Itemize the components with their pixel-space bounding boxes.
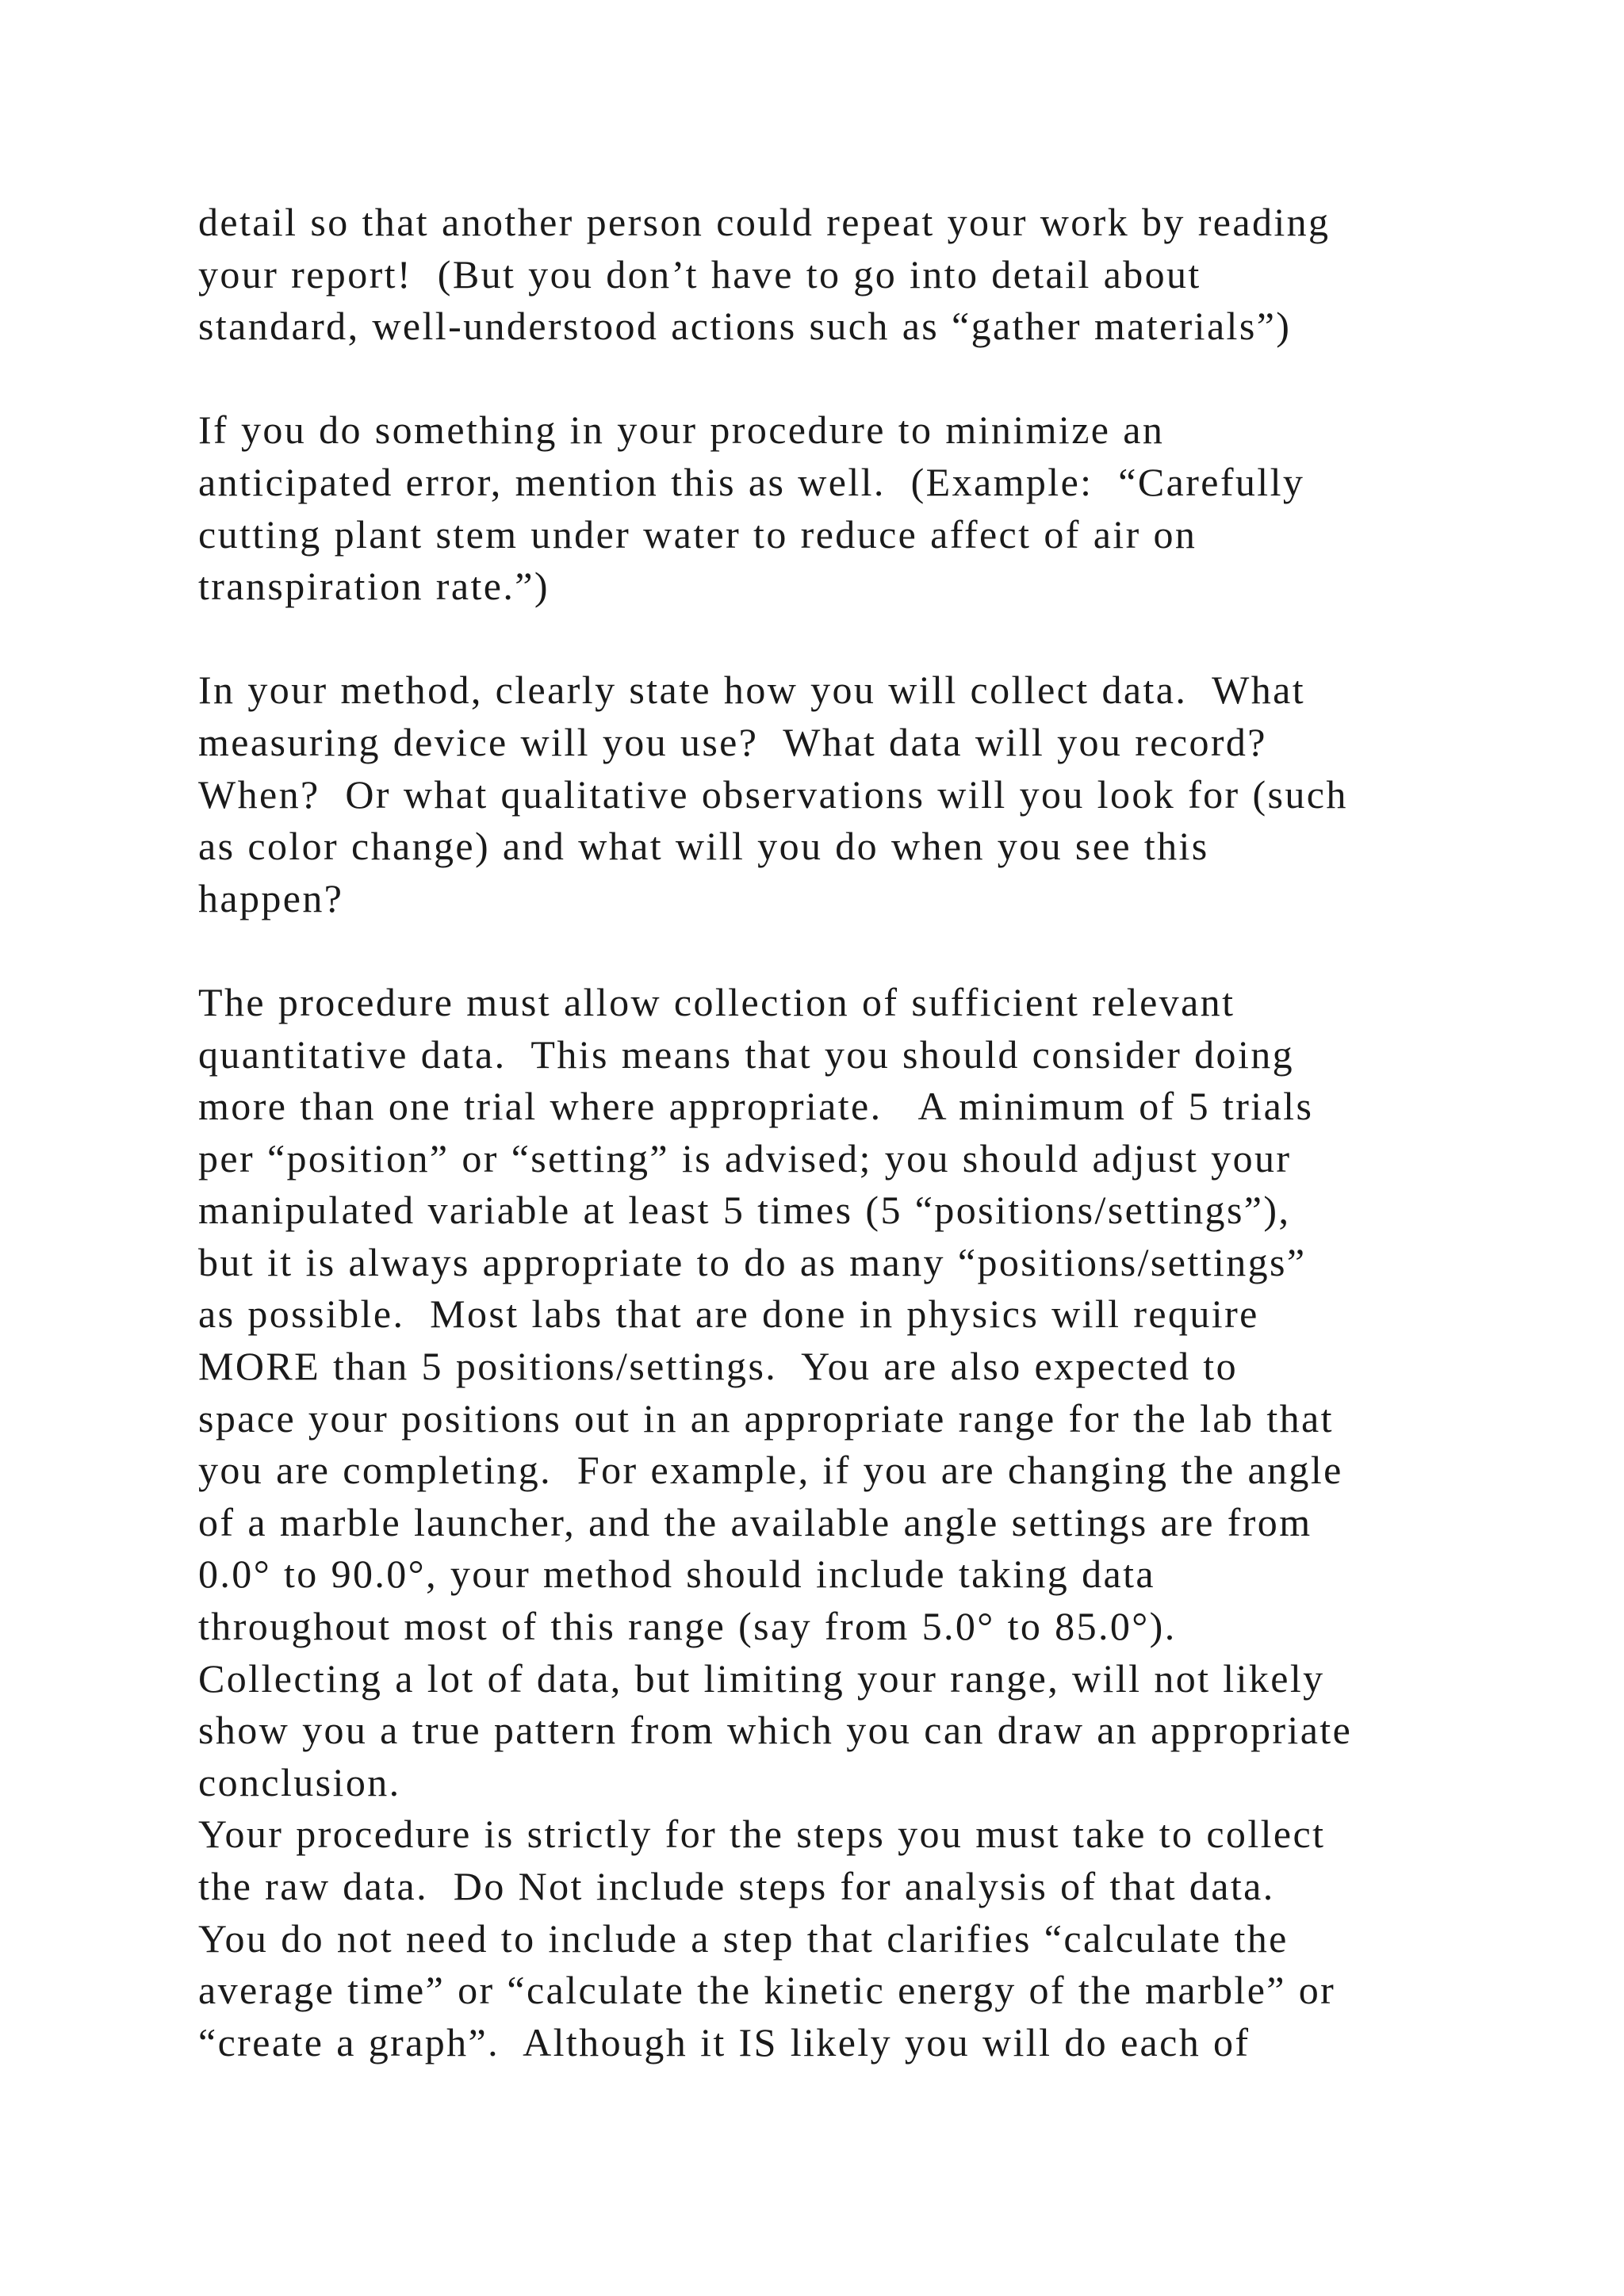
- text-line: average time” or “calculate the kinetic energy of the marble” or: [198, 1968, 1336, 2013]
- text-line: 0.0° to 90.0°, your method should include taking data: [198, 1552, 1155, 1597]
- text-line: When? Or what qualitative observations will you look for (such: [198, 771, 1348, 817]
- text-line: transpiration rate.”): [198, 564, 550, 609]
- text-line: show you a true pattern from which you can draw an appropriate: [198, 1708, 1353, 1753]
- text-line: The procedure must allow collection of sufficient relevant: [198, 979, 1235, 1024]
- text-line: manipulated variable at least 5 times (5 “positions/settings”),: [198, 1188, 1291, 1233]
- paragraph-gap: [198, 353, 1546, 405]
- text-line: Your procedure is strictly for the steps you must take to collect: [198, 1812, 1326, 1857]
- paragraph-collect-data: [198, 664, 1546, 924]
- paragraph-gap: [198, 613, 1546, 665]
- paragraph-procedure-detail: [198, 197, 1546, 353]
- text-line: cutting plant stem under water to reduce affect of air on: [198, 511, 1197, 557]
- document-body: [198, 197, 1546, 2068]
- paragraph-sufficient-data: [198, 977, 1546, 1809]
- text-line: as possible. Most labs that are done in physics will require: [198, 1292, 1259, 1337]
- text-line: conclusion.: [198, 1759, 401, 1804]
- text-line: happen?: [198, 875, 344, 920]
- text-line: your report! (But you don’t have to go into detail about: [198, 251, 1201, 297]
- text-line: but it is always appropriate to do as many “positions/settings”: [198, 1239, 1307, 1284]
- text-line: If you do something in your procedure to minimize an: [198, 408, 1165, 453]
- text-line: more than one trial where appropriate. A minimum of 5 trials: [198, 1084, 1314, 1129]
- text-line: detail so that another person could repeat your work by reading: [198, 200, 1331, 244]
- text-line: space your positions out in an appropriate range for the lab that: [198, 1395, 1334, 1441]
- text-line: throughout most of this range (say from 5.0° to 85.0°).: [198, 1604, 1177, 1649]
- text-line: Collecting a lot of data, but limiting your range, will not likely: [198, 1655, 1325, 1701]
- text-line: per “position” or “setting” is advised; you should adjust your: [198, 1135, 1292, 1181]
- paragraph-raw-data-only: [198, 1808, 1546, 2068]
- text-line: MORE than 5 positions/settings. You are also expected to: [198, 1344, 1238, 1389]
- text-line: standard, well-understood actions such as “gather materials”): [198, 304, 1292, 349]
- text-line: In your method, clearly state how you will collect data. What: [198, 668, 1306, 713]
- text-line: the raw data. Do Not include steps for analysis of that data.: [198, 1864, 1275, 1908]
- text-line: “create a graph”. Although it IS likely you will do each of: [198, 2019, 1251, 2064]
- text-line: as color change) and what will you do when you see this: [198, 824, 1209, 869]
- paragraph-gap: [198, 924, 1546, 977]
- paragraph-minimize-error: [198, 404, 1546, 612]
- text-line: anticipated error, mention this as well. (Example: “Carefully: [198, 459, 1305, 504]
- text-line: you are completing. For example, if you are changing the angle: [198, 1448, 1343, 1493]
- text-line: of a marble launcher, and the available angle settings are from: [198, 1499, 1312, 1544]
- text-line: You do not need to include a step that clarifies “calculate the: [198, 1915, 1289, 1961]
- text-line: measuring device will you use? What data will you record?: [198, 719, 1267, 764]
- text-line: quantitative data. This means that you should consider doing: [198, 1031, 1295, 1077]
